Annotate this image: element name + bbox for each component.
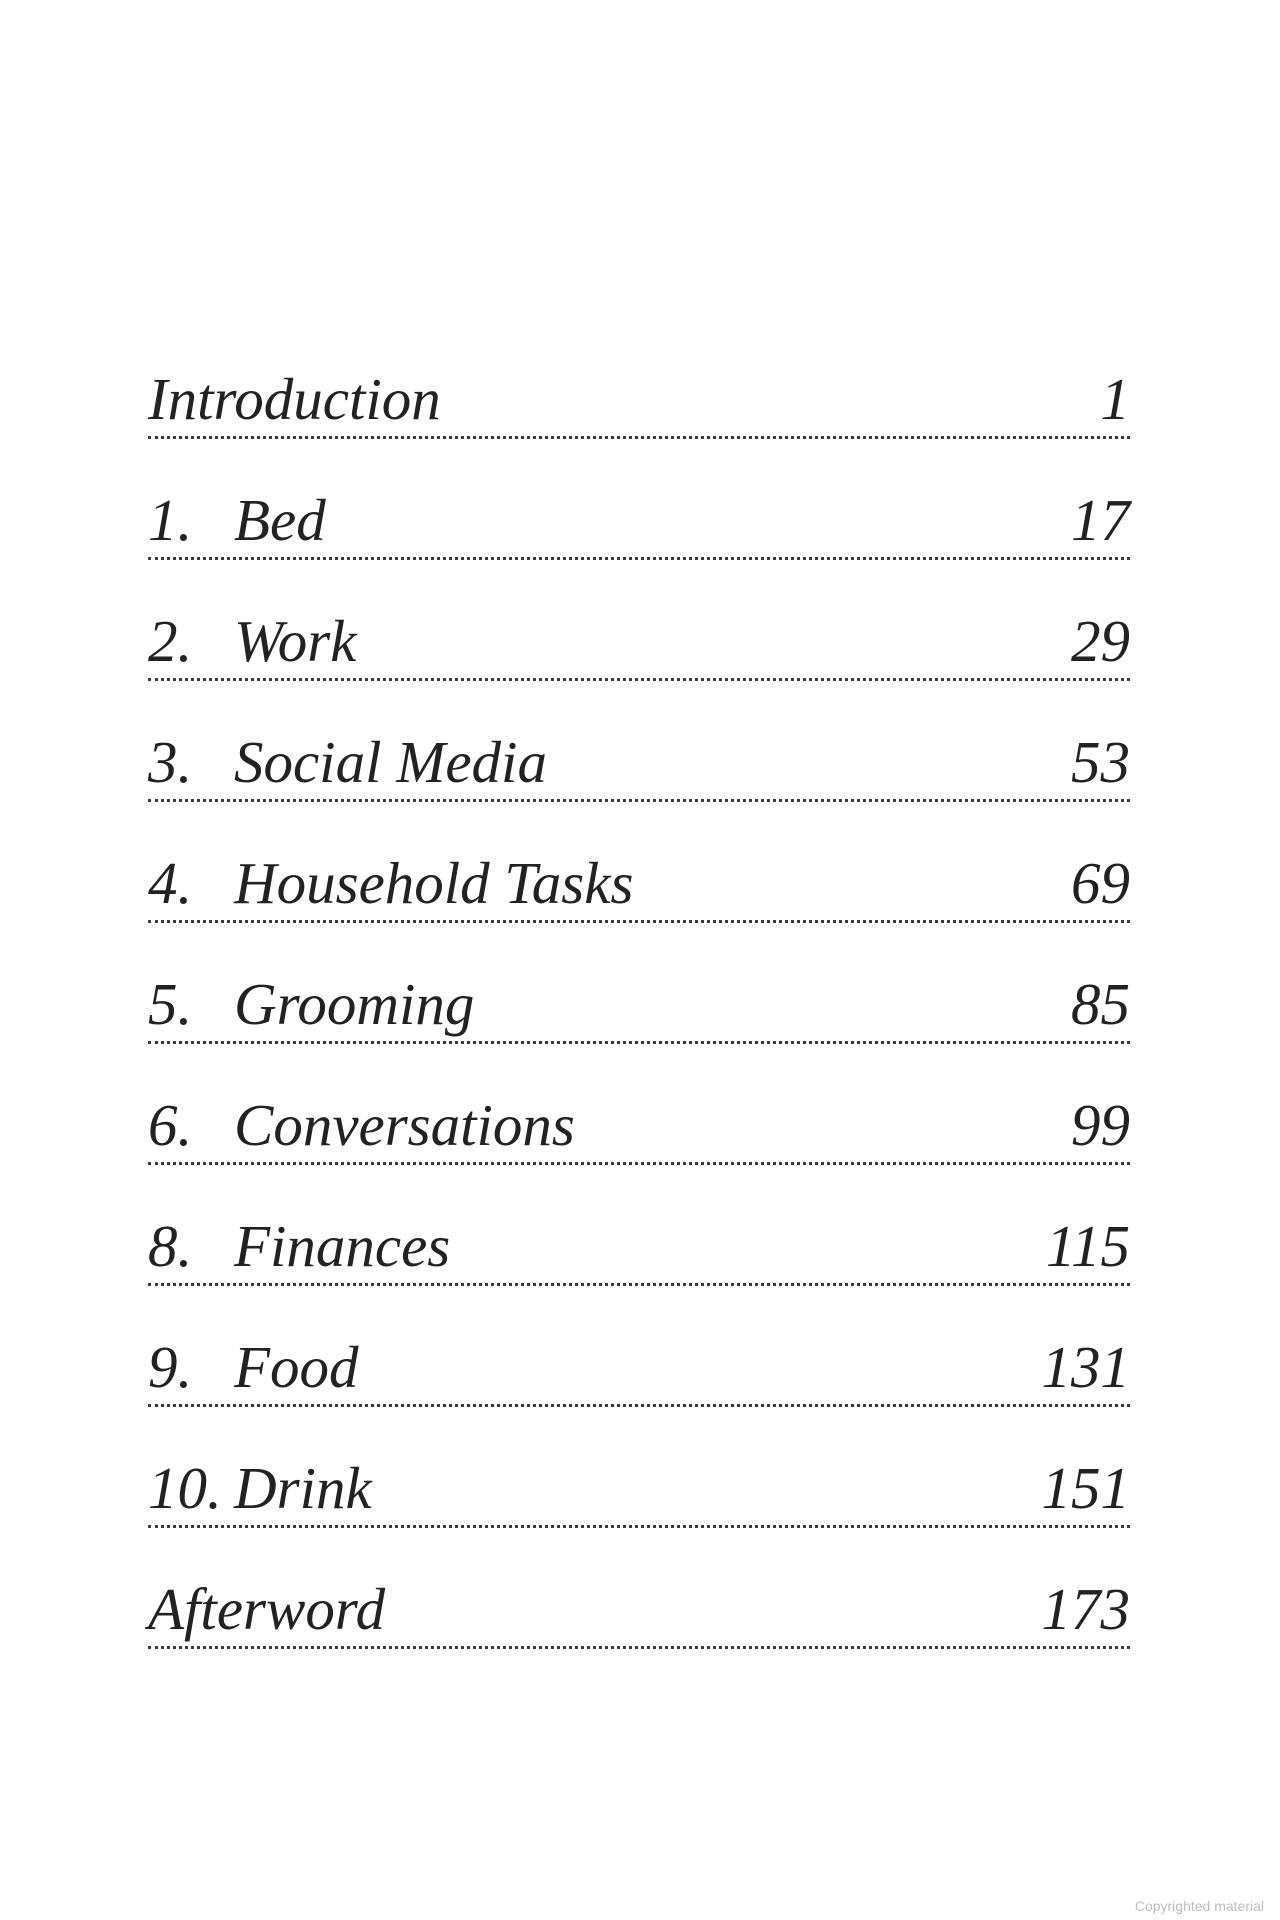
toc-entry-afterword[interactable] [148,1528,1130,1649]
toc-entry-title: Household Tasks [234,850,634,916]
toc-entry-title: Work [234,608,357,674]
toc-entry-number: 4. [148,850,193,916]
toc-entry-title: Finances [234,1213,451,1279]
toc-entry-number: 5. [148,971,193,1037]
toc-entry-number: 9. [148,1334,193,1400]
toc-entry-page: 85 [1071,971,1130,1037]
dotted-divider [148,1646,1130,1649]
toc-entry-page: 1 [1100,366,1130,432]
toc-entry-finances[interactable] [148,1165,1130,1286]
toc-entry-title: Introduction [148,366,441,432]
toc-entry-page: 173 [1041,1576,1130,1642]
toc-entry-title: Drink [234,1455,372,1521]
toc-entry-food[interactable] [148,1286,1130,1407]
toc-entry-page: 17 [1071,487,1130,553]
toc-entry-page: 99 [1071,1092,1130,1158]
toc-entry-grooming[interactable] [148,923,1130,1044]
toc-entry-title: Conversations [234,1092,575,1158]
toc-entry-page: 29 [1071,608,1130,674]
toc-entry-page: 115 [1045,1213,1130,1279]
toc-entry-work[interactable] [148,560,1130,681]
toc-entry-number: 10. [148,1455,222,1521]
toc-entry-number: 8. [148,1213,193,1279]
toc-entry-number: 2. [148,608,193,674]
toc-entry-conversations[interactable] [148,1044,1130,1165]
toc-entry-social-media[interactable] [148,681,1130,802]
toc-entry-introduction[interactable] [148,318,1130,439]
toc-entry-page: 131 [1041,1334,1130,1400]
toc-entry-household-tasks[interactable] [148,802,1130,923]
toc-entry-title: Bed [234,487,326,553]
toc-entry-number: 3. [148,729,193,795]
toc-entry-number: 1. [148,487,193,553]
toc-entry-page: 69 [1071,850,1130,916]
toc-entry-bed[interactable] [148,439,1130,560]
toc-entry-page: 53 [1071,729,1130,795]
toc-entry-page: 151 [1041,1455,1130,1521]
copyright-notice: Copyrighted material [1134,1898,1264,1914]
toc-entry-drink[interactable] [148,1407,1130,1528]
toc-entry-title: Social Media [234,729,547,795]
toc-entry-title: Food [234,1334,359,1400]
table-of-contents [148,318,1130,1649]
toc-entry-number: 6. [148,1092,193,1158]
toc-entry-title: Afterword [148,1576,386,1642]
toc-entry-title: Grooming [234,971,475,1037]
